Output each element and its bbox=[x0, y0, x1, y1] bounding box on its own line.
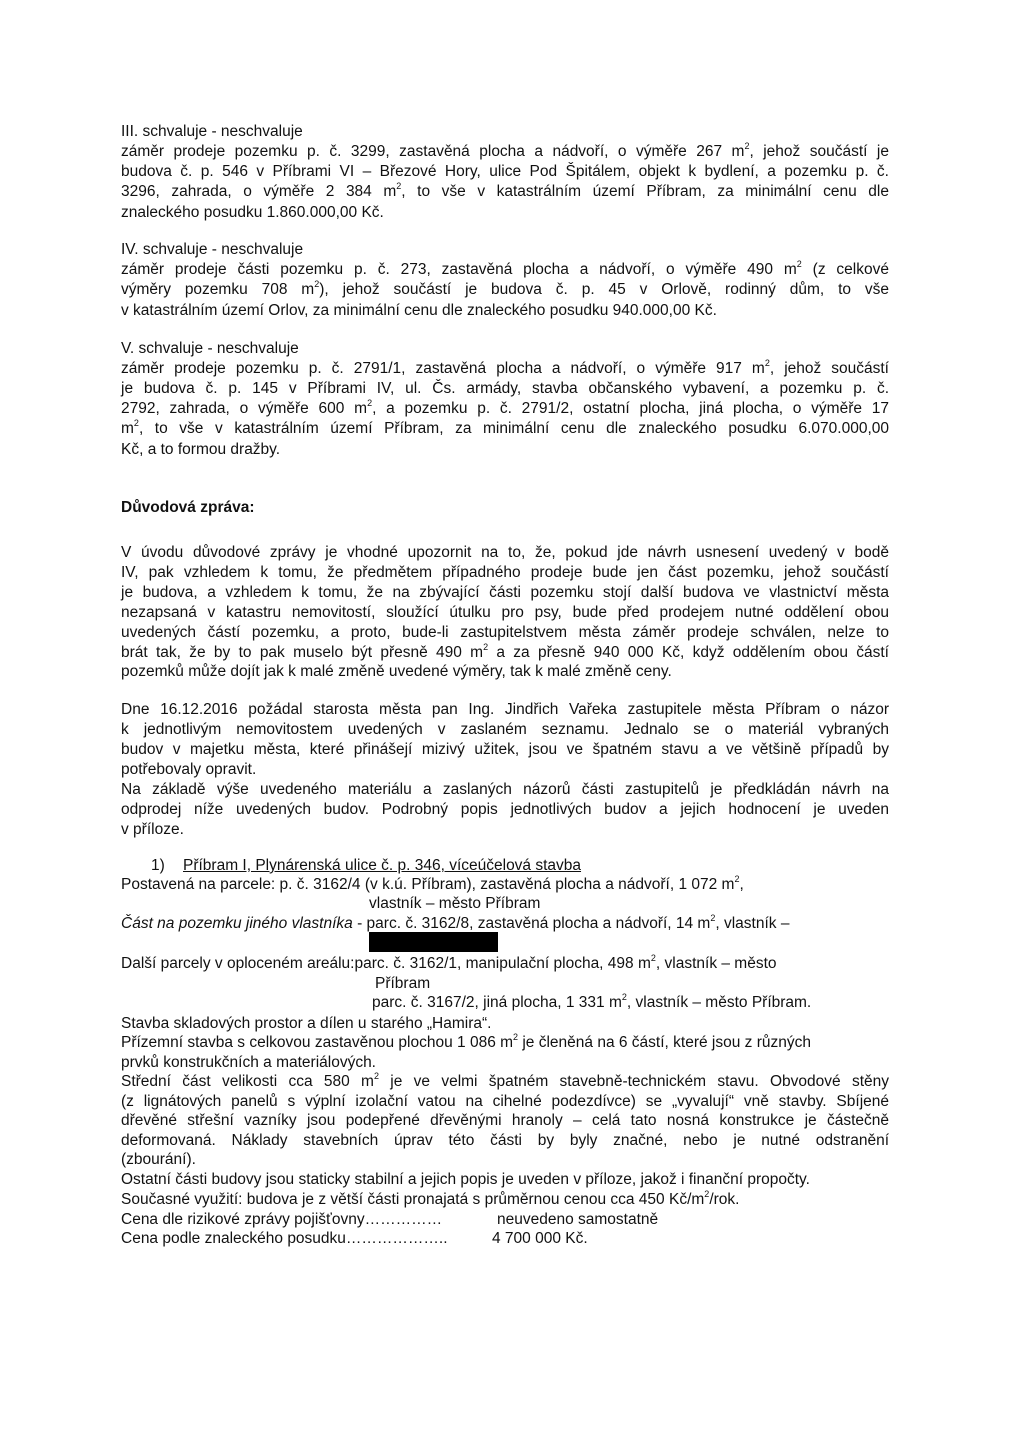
item-1-fenced-city: Příbram bbox=[375, 975, 431, 992]
section-4-line-2: výměry pozemku 708 $m^2$), jehož součástí je budova č. p. 45 v Orlově, rodinný dům, to vše bbox=[121, 278, 890, 298]
item-1-fenced-2: parc. č. 3167/2, jiná plocha, 1 331 $m^2$, vlastník – město Příbram. bbox=[372, 991, 812, 1011]
section-3-line-2: budova č. p. 546 v Příbrami VI – Březové Hory, ulice Pod Špitálem, objekt k bydlení, a pozemku p. č. bbox=[121, 163, 889, 180]
report-p2-line: k jednotlivým nemovitostem uvedených v zaslaném seznamu. Jednalo se o materiál vybraných bbox=[121, 721, 889, 738]
item-1-fenced: Další parcely v oploceném areálu:parc. č. 3162/1, manipulační plocha, 498 $m^2$, vlastník – město bbox=[121, 952, 777, 972]
item-1-desc-line: dřevěné střešní vazníky jsou podepřené dřevěnými hranoly – celá tato nosná konstrukce je částečně bbox=[121, 1112, 889, 1129]
expert-price-value: 4 700 000 Kč. bbox=[492, 1230, 588, 1247]
item-1-number: 1) bbox=[151, 857, 165, 874]
report-p2-line: potřebovaly opravit. bbox=[121, 761, 257, 778]
item-1-desc-line: (z lignátových panelů s výplní izolační vatou na cihelné podezdívce) se „vyvalují“ vně stavby. Sbíjené bbox=[121, 1093, 889, 1110]
item-1-title: Příbram I, Plynárenská ulice č. p. 346, víceúčelová stavba bbox=[183, 857, 582, 874]
report-p1-line: je budova, a vzhledem k tomu, že na zbývající části pozemku stojí další budova ve vlastnictví města bbox=[121, 584, 889, 601]
item-1-desc-line: deformovaná. Náklady stavebních úprav této části by byly značné, nebo je nutné odstranění bbox=[121, 1132, 889, 1149]
report-p1-line: IV, pak vzhledem k tomu, že předmětem případného prodeje bude jen část pozemku, jehož součástí bbox=[121, 564, 889, 581]
report-p1-line: brát tak, že by to pak muselo být přesně 490 $m^2$ a za přesně 940 000 Kč, když oddělením obou částí bbox=[121, 641, 889, 661]
section-4-heading: IV. schvaluje - neschvaluje bbox=[121, 241, 304, 258]
report-p2-line: budov v majetku města, které přinášejí mizivý užitek, jsou ve špatném stavu a ve většině případů by bbox=[121, 741, 889, 758]
report-p1-line: nezapsaná v katastru nemovitostí, sloužící útulku pro psy, bude před prodejem nutné oddělení obou bbox=[121, 604, 889, 621]
item-1-other-owner: Část na pozemku jiného vlastníka - parc. č. 3162/8, zastavěná plocha a nádvoří, 14 $m^2$, vlastník – bbox=[121, 912, 790, 932]
section-3-heading: III. schvaluje - neschvaluje bbox=[121, 123, 303, 140]
item-1-desc-line: Současné využití: budova je z větší části pronajatá s průměrnou cenou cca 450 $Kč/m^2$/rok. bbox=[121, 1188, 740, 1208]
section-5-line-5: Kč, a to formou dražby. bbox=[121, 441, 281, 458]
item-1-desc-line: Ostatní části budovy jsou staticky stabilní a jejich popis je uveden v příloze, jakož i finanční propočty. bbox=[121, 1171, 810, 1188]
report-p1-line: pozemků může dojít jak k malé změně uvedené výměry, tak k malé změně ceny. bbox=[121, 663, 672, 680]
section-5-line-2: je budova č. p. 145 v Příbrami IV, ul. Čs. armády, stavba občanského vybavení, a pozemku p. č. bbox=[121, 380, 889, 397]
expert-price-label: Cena podle znaleckého posudku……………….. bbox=[121, 1230, 448, 1247]
section-3-line-3: 3296, zahrada, o výměře 2 384 $m^2$, to vše v katastrálním území Příbram, za minimální cenu dle bbox=[121, 180, 889, 200]
redaction-bar bbox=[369, 932, 498, 952]
report-heading: Důvodová zpráva: bbox=[121, 499, 255, 516]
risk-price-label: Cena dle rizikové zprávy pojišťovny…………… bbox=[121, 1211, 443, 1228]
item-1-desc-line: Střední část velikosti cca 580 $m^2$ je ve velmi špatném stavebně-technickém stavu. Obvodové stěny bbox=[121, 1070, 889, 1090]
section-3-line-4: znaleckého posudku 1.860.000,00 Kč. bbox=[121, 204, 384, 221]
report-p2-line: v příloze. bbox=[121, 821, 184, 838]
section-5-line-1: záměr prodeje pozemku p. č. 2791/1, zastavěná plocha a nádvoří, o výměře 917 $m^2$, jehož součástí bbox=[121, 357, 889, 377]
report-p2-line: Dne 16.12.2016 požádal starosta města pan Ing. Jindřich Vařeka zastupitele města Příbram o názor bbox=[121, 701, 889, 718]
item-1-desc-line: prvků konstrukčních a materiálových. bbox=[121, 1054, 376, 1071]
section-4-line-3: v katastrálním území Orlov, za minimální cenu dle znaleckého posudku 940.000,00 Kč. bbox=[121, 302, 717, 319]
section-5-line-4: $m^2$, to vše v katastrálním území Příbram, za minimální cenu dle znaleckého posudku 6.070.000,00 bbox=[121, 417, 889, 437]
risk-price-value: neuvedeno samostatně bbox=[497, 1211, 659, 1228]
section-5-heading: V. schvaluje - neschvaluje bbox=[121, 340, 299, 357]
item-1-parcel: Postavená na parcele: p. č. 3162/4 (v k.ú. Příbram), zastavěná plocha a nádvoří, 1 072 $m^2$, bbox=[121, 873, 744, 893]
item-1-desc-line: Přízemní stavba s celkovou zastavěnou plochou 1 086 $m^2$ je členěná na 6 částí, které jsou z různých bbox=[121, 1031, 811, 1051]
report-p2-line: odprodej níže uvedených budov. Podrobný popis jednotlivých budov a jejich hodnocení je uveden bbox=[121, 801, 889, 818]
section-5-line-3: 2792, zahrada, o výměře 600 $m^2$, a pozemku p. č. 2791/2, ostatní plocha, jiná plocha, o výměře 17 bbox=[121, 397, 889, 417]
item-1-desc-line: (zbourání). bbox=[121, 1151, 196, 1168]
section-4-line-1: záměr prodeje části pozemku p. č. 273, zastavěná plocha a nádvoří, o výměře 490 $m^2$ (z celkové bbox=[121, 258, 889, 278]
section-3-line-1: záměr prodeje pozemku p. č. 3299, zastavěná plocha a nádvoří, o výměře 267 $m^2$, jehož součástí je bbox=[121, 140, 889, 160]
item-1-desc-line: Stavba skladových prostor a dílen u starého „Hamira“. bbox=[121, 1015, 492, 1032]
report-p1-line: uvedených částí pozemku, a proto, bude-li zastupitelstvem města záměr prodeje schválen, nelze to bbox=[121, 624, 889, 641]
item-1-owner: vlastník – město Příbram bbox=[369, 895, 541, 912]
report-p2-line: Na základě výše uvedeného materiálu a zaslaných názorů části zastupitelů je předkládán návrh na bbox=[121, 781, 889, 798]
report-p1-line: V úvodu důvodové zprávy je vhodné upozornit na to, že, pokud jde návrh usnesení uvedený v bodě bbox=[121, 544, 889, 561]
